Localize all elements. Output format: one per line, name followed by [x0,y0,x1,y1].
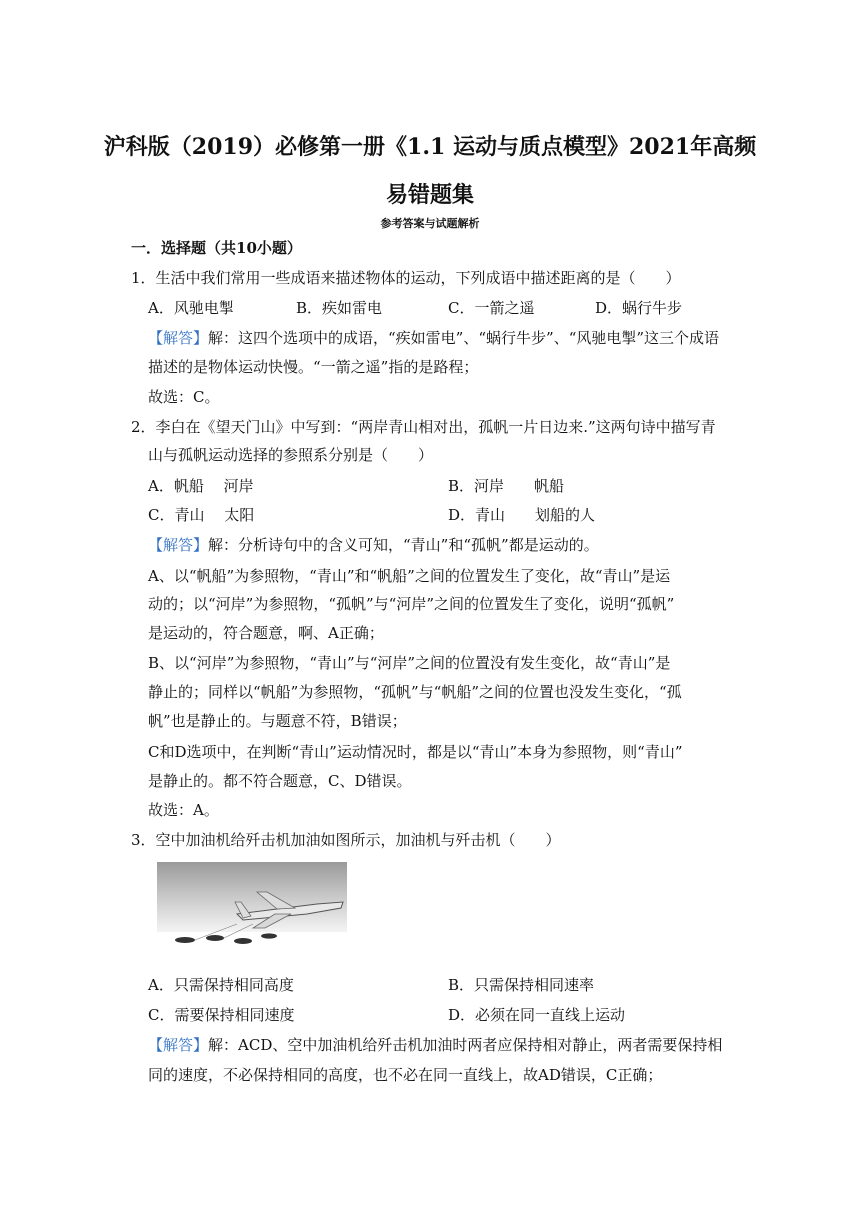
q2-answer-line-1: A、以“帆船”为参照物，“青山”和“帆船”之间的位置发生了变化，故“青山”是运 [148,567,671,585]
q3-option-c: C．需要保持相同速度 [148,1006,295,1024]
q2-answer-line-6: 帆”也是静止的。与题意不符，B错误； [148,712,407,730]
q2-answer-tag: 【解答】 [148,536,209,554]
q2-answer-line-3: 是运动的，符合题意，啊、A正确； [148,624,384,642]
q1-answer-text-1: 解：这四个选项中的成语，“疾如雷电”、“蜗行牛步”、“风驰电掣”这三个成语 [208,329,720,347]
q2-answer-line-8: 是静止的。都不符合题意，C、D错误。 [148,772,412,790]
title-line-2: 易错题集 [385,182,474,208]
q3-option-a: A．只需保持相同高度 [148,976,294,994]
title-line-1: 沪科版（2019）必修第一册《1.1 运动与质点模型》2021年高频 [103,134,757,160]
q2-answer-line-4: B、以“河岸”为参照物，“青山”与“河岸”之间的位置没有发生变化，故“青山”是 [148,654,671,672]
q2-answer-line-5: 静止的；同样以“帆船”为参照物，“孤帆”与“帆船”之间的位置也没发生变化，“孤 [148,683,682,701]
q1-answer-tag: 【解答】 [148,329,209,347]
q1-choice: 故选：C。 [148,388,220,406]
document-subtitle: 参考答案与试题解析 [380,217,480,230]
q3-option-b: B．只需保持相同速率 [448,976,595,994]
q3-answer-line-2: 同的速度，不必保持相同的高度，也不必在同一直线上，故AD错误，C正确； [148,1066,663,1084]
q2-answer-line-7: C和D选项中，在判断“青山”运动情况时，都是以“青山”本身为参照物，则“青山” [148,743,683,761]
section-heading: 一．选择题（共10小题） [131,239,302,257]
q1-option-b: B．疾如雷电 [296,299,383,317]
q1-answer-line-1 [148,327,719,349]
q2-stem-line-1: 2．李白在《望天门山》中写到：“两岸青山相对出，孤帆一片日边来.”这两句诗中描写青 [131,418,716,436]
q3-answer-tag: 【解答】 [148,1036,209,1054]
q3-answer-text-1: 解：ACD、空中加油机给歼击机加油时两者应保持相对静止，两者需要保持相 [208,1036,723,1054]
q1-option-a: A．风驰电掣 [148,299,234,317]
q2-option-d: D．青山 划船的人 [448,506,596,524]
document-title [100,123,760,219]
q3-option-d: D．必须在同一直线上运动 [448,1006,626,1024]
q2-answer-first: 解：分析诗句中的含义可知，“青山”和“孤帆”都是运动的。 [208,536,599,554]
q1-option-c: C．一箭之遥 [448,299,535,317]
q2-stem-line-2: 山与孤帆运动选择的参照系分别是（ ） [148,446,434,464]
q1-answer-line-2: 描述的是物体运动快慢。“一箭之遥”指的是路程； [148,358,479,376]
q2-option-b: B．河岸 帆船 [448,477,565,495]
q2-answer-line-0 [148,534,599,556]
q1-stem: 1．生活中我们常用一些成语来描述物体的运动，下列成语中描述距离的是（ ） [131,269,681,287]
q2-answer-line-2: 动的；以“河岸”为参照物，“孤帆”与“河岸”之间的位置发生了变化，说明“孤帆” [148,595,675,613]
q2-option-a: A．帆船 河岸 [148,477,254,495]
refueling-aircraft-image [157,862,347,954]
q2-option-c: C．青山 太阳 [148,506,255,524]
q3-stem: 3．空中加油机给歼击机加油如图所示，加油机与歼击机（ ） [131,831,561,849]
q1-option-d: D．蜗行牛步 [595,299,683,317]
q3-answer-line-1 [148,1034,722,1056]
q2-choice: 故选：A。 [148,801,219,819]
